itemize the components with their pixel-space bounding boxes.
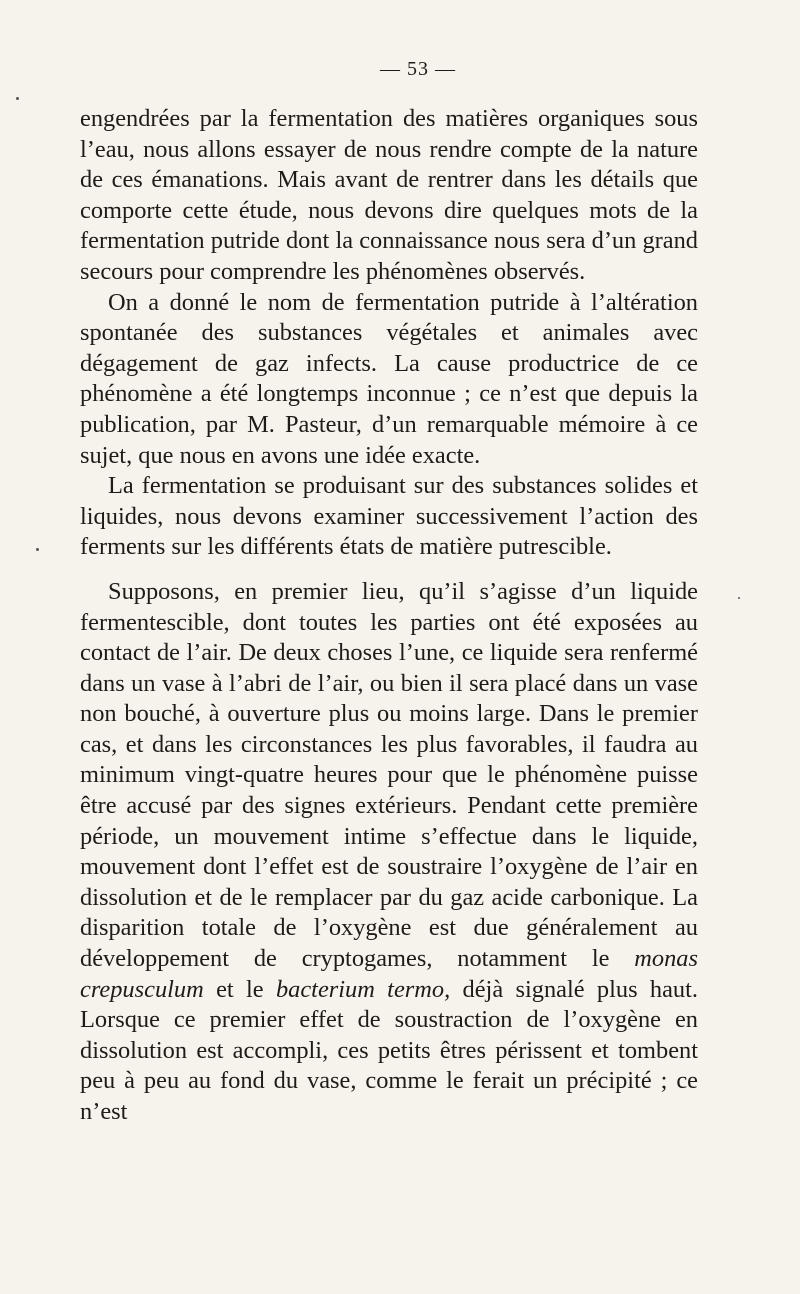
paragraph-3: La fermentation se produisant sur des substances solides et liquides, nous devons examiner successivement l’action des ferments sur les différents états de matière putrescible. [80,472,698,561]
body-text [80,104,698,1128]
italic-term-bacterium: bacterium termo, [275,975,451,1003]
paper-speck [36,548,39,551]
paragraph-4 [80,577,698,1128]
italic-term-monas: monas crepusculum [80,945,698,1003]
paragraph-4-text-a: Supposons, en premier lieu, qu’il s’agisse d’un liquide fermentescible, dont toutes les parties ont été exposées au contact de l’air. De deux choses l’une, ce liquide sera renfermé dans un vase à l’abri de l’air, ou bien il sera placé dans un vase non bouché, à ouverture plus ou moins large. Dans le premier cas, et dans les circonstances les plus favorables, il faudra au minimum vingt-quatre heures pour que le phénomène puisse être accusé par des signes extérieurs. Pendant cette première période, un mouvement intime s’effectue dans le liquide, mouvement dont l’effet est de soustraire l’oxygène de l’air en dissolution et de le remplacer par du gaz acide carbonique. La disparition totale de l’oxygène est due généralement au développement de cryptogames, notamment le [80,577,698,973]
paragraph-4-text-b: et le [203,975,276,1003]
paragraph-1: engendrées par la fermentation des matières organiques sous l’eau, nous allons essayer de nous rendre compte de la nature de ces émanations. Mais avant de rentrer dans les détails que comporte cette étude, nous devons dire quelques mots de la fermentation putride dont la connaissance nous sera d’un grand secours pour comprendre les phénomènes observés. [80,105,698,285]
paragraph-4-text-c: déjà signalé plus haut. Lorsque ce premier effet de soustraction de l’oxygène en dissolution est accompli, ces petits êtres périssent et tombent peu à peu au fond du vase, comme le ferait un précipité ; ce n’est [80,975,698,1125]
paper-speck [738,597,740,599]
paper-speck [16,97,19,100]
page-number: — 53 — [380,58,456,80]
paragraph-2: On a donné le nom de fermentation putride à l’altération spontanée des substances végétales et animales avec dégagement de gaz infects. La cause productrice de ce phénomène a été longtemps inconnue ; ce n’est que depuis la publication, par M. Pasteur, d’un remarquable mémoire à ce sujet, que nous en avons une idée exacte. [80,288,698,469]
